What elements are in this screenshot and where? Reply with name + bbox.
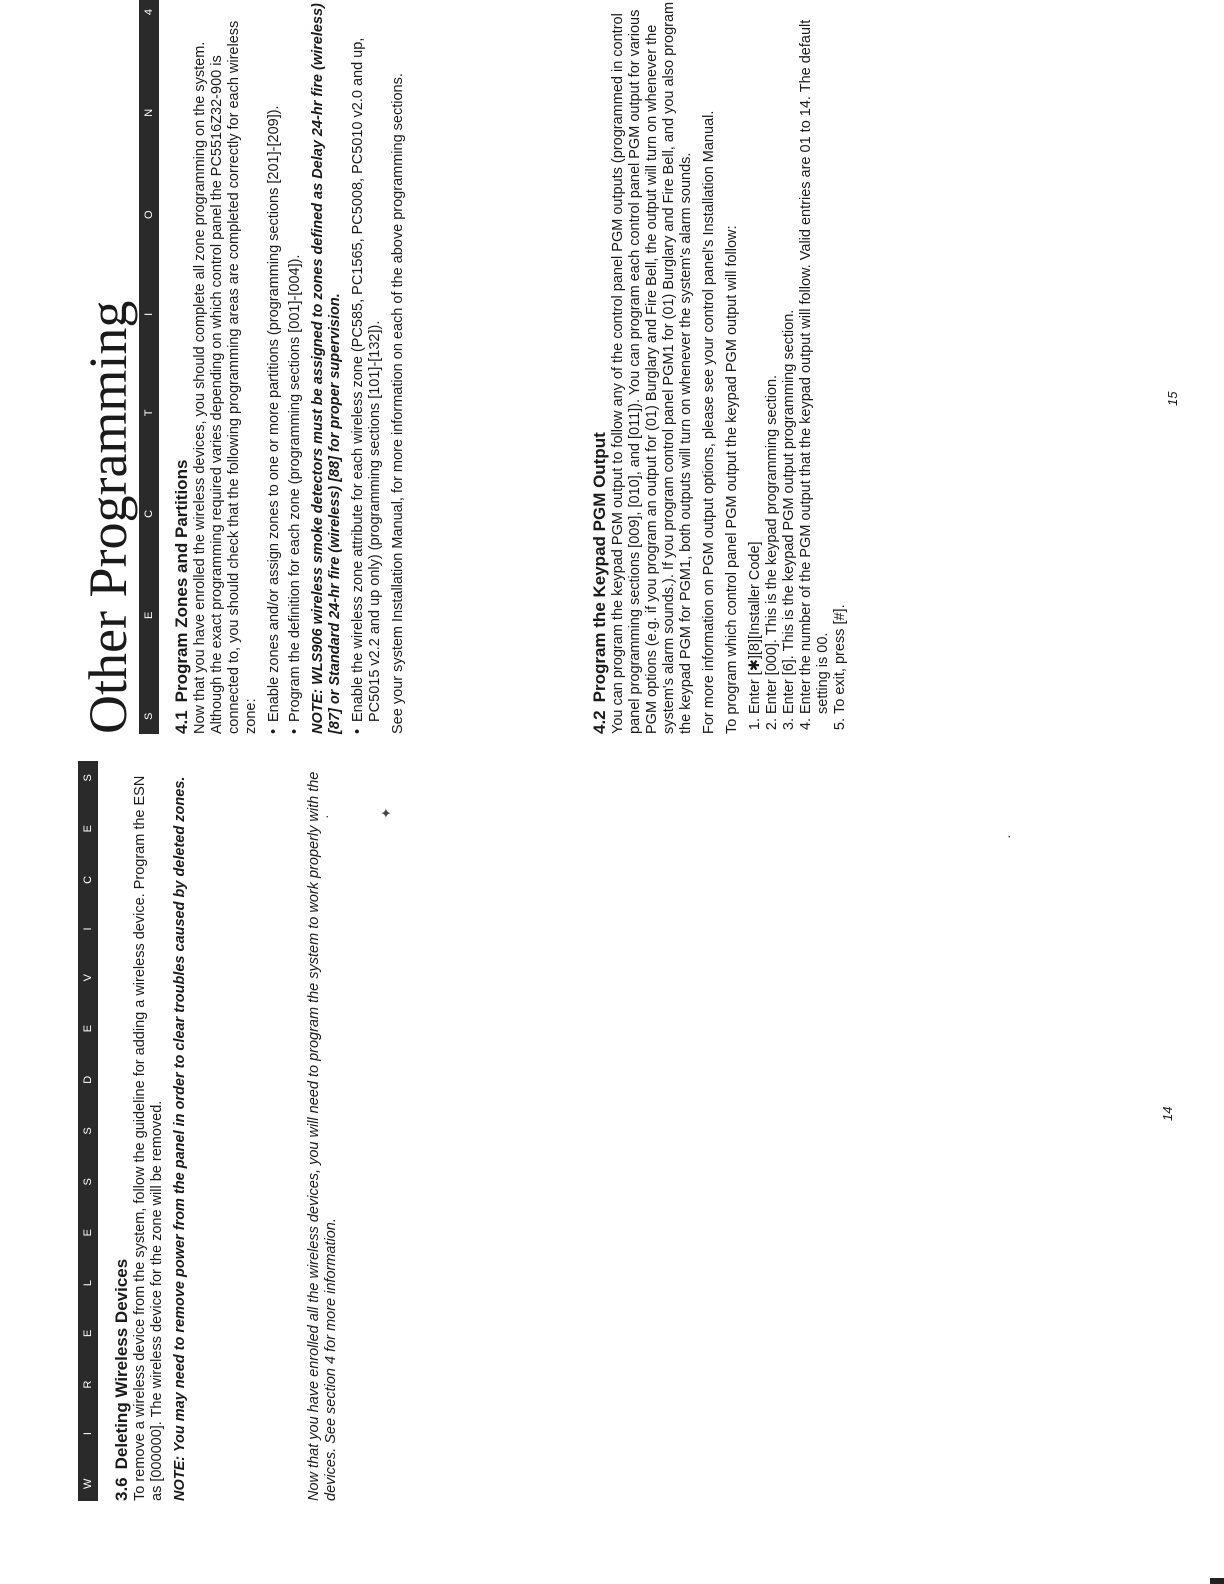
- section-heading: [112, 761, 132, 1501]
- header-letter: W: [82, 1477, 94, 1489]
- body-paragraph: Now that you have enrolled the wireless devices, you should complete all zone programming on the system. Although the exact programming required varies depending on which control panel the PC5516Z32-900 is connected to, you should check that the following programming areas are completed correctly for each wireless zone:: [192, 20, 259, 734]
- section-3-6: [112, 761, 195, 1501]
- section-title: Program the Keypad PGM Output: [590, 432, 609, 703]
- step-item: 5. To exit, press [#].: [832, 0, 849, 714]
- list-item: • Program the definition for each zone (programming sections [001]-[004]).: [287, 0, 304, 734]
- step-item: 3. Enter [6]. This is the keypad PGM output programming section.: [781, 0, 798, 714]
- bullet-list: [266, 0, 304, 734]
- closing-paragraph: Now that you have enrolled all the wireless devices, you will need to program the system to work properly with the devices. See section 4 for more information.: [306, 771, 339, 1501]
- header-letter: N: [143, 107, 155, 117]
- header-letter: I: [82, 926, 94, 931]
- section-heading: [590, 0, 610, 734]
- section-number: 3.6: [112, 1477, 131, 1501]
- header-letter: O: [143, 209, 155, 220]
- header-letter: C: [143, 508, 155, 518]
- section-header-bar: [139, 0, 159, 734]
- section-4-1: [172, 0, 413, 734]
- body-paragraph: To remove a wireless device from the system, follow the guideline for adding a wireless device. Program the ESN as [000000]. The wireless device for the zone will be removed.: [132, 775, 165, 1501]
- section-title: Program Zones and Partitions: [172, 459, 191, 703]
- header-letter: I: [82, 1431, 94, 1436]
- note: [172, 761, 189, 1501]
- header-letter: S: [143, 711, 155, 720]
- header-letter: L: [82, 1278, 94, 1287]
- header-letter: S: [82, 1126, 94, 1135]
- note-text: WLS906 wireless smoke detectors must be assigned to zones defined as Delay 24-hr fire (wireless) [87] or Standard 24-hr fire (wireless) [88] for proper supervision.: [310, 3, 343, 734]
- header-letter: E: [82, 1328, 94, 1337]
- section-number: 4.1: [172, 710, 191, 734]
- note-label: NOTE:: [310, 688, 326, 734]
- step-item: 2. Enter [000]. This is the keypad programming section.: [764, 0, 781, 714]
- header-letter: 4: [143, 8, 155, 16]
- header-letter: E: [143, 610, 155, 619]
- page-number: 15: [1165, 391, 1180, 406]
- step-item: 4. Enter the number of the PGM output that the keypad output will follow. Valid entries are 01 to 14. The default setting is 00.: [798, 0, 832, 714]
- section-title: Deleting Wireless Devices: [112, 1258, 131, 1470]
- scan-speck: ·: [1000, 834, 1016, 839]
- header-letter: E: [82, 823, 94, 833]
- body-paragraph: To program which control panel PGM output the keypad PGM output will follow:: [724, 225, 740, 734]
- list-item: • Enable zones and/or assign zones to one or more partitions (programming sections [201]-[209]).: [266, 0, 283, 734]
- section-header-bar: [78, 761, 98, 1501]
- body-paragraph: See your system Installation Manual, for more information on each of the above programming sections.: [390, 73, 406, 734]
- list-item: • Enable the wireless zone attribute for each wireless zone (PC585, PC1565, PC5008, PC5010 v2.0 and up, PC5015 v2.2 and up only) (programming sections [101]-[132]).: [350, 0, 384, 734]
- step-item: 1. Enter [✱][8][Installer Code]: [747, 0, 764, 714]
- header-letter: E: [82, 1023, 94, 1033]
- note-text: You may need to remove power from the panel in order to clear troubles caused by deleted zones.: [172, 776, 188, 1456]
- header-letter: C: [82, 874, 94, 884]
- header-letter: T: [143, 408, 155, 417]
- header-letter: E: [82, 1228, 94, 1237]
- section-4-2: [590, 0, 849, 734]
- bullet-list: [350, 0, 384, 734]
- body-paragraph: For more information on PGM output options, please see your control panel's Installation Manual.: [701, 110, 717, 734]
- scan-edge-mark: [1210, 1578, 1224, 1584]
- header-letter: S: [82, 1177, 94, 1186]
- scan-speck: ·: [318, 814, 334, 819]
- section-heading: [172, 0, 192, 734]
- page-number: 14: [1160, 1106, 1175, 1121]
- section-number: 4.2: [590, 710, 609, 734]
- note-label: NOTE:: [172, 1455, 188, 1501]
- header-letter: D: [82, 1074, 94, 1084]
- scan-speck: ✦: [378, 807, 394, 819]
- body-paragraph: You can program the keypad PGM output to follow any of the control panel PGM outputs (programmed in control panel programming sections [009], [010], and [011]). You can program each control panel PGM output for various PGM options (e.g. if you program an output for (01) Burglary and Fire Bell, the output will turn on whenever the system's alarm sounds.). If you program control panel PGM1 for (01) Burglary and Fire Bell, and you also program the keypad PGM for PGM1, both outputs will turn on whenever the system's alarm sounds.: [610, 1, 694, 734]
- chapter-title: Other Programming: [78, 300, 138, 734]
- header-letter: V: [82, 972, 94, 982]
- numbered-steps: [747, 0, 849, 734]
- header-letter: I: [143, 311, 155, 316]
- note: [310, 0, 344, 734]
- header-letter: S: [82, 773, 94, 782]
- header-letter: R: [82, 1379, 94, 1389]
